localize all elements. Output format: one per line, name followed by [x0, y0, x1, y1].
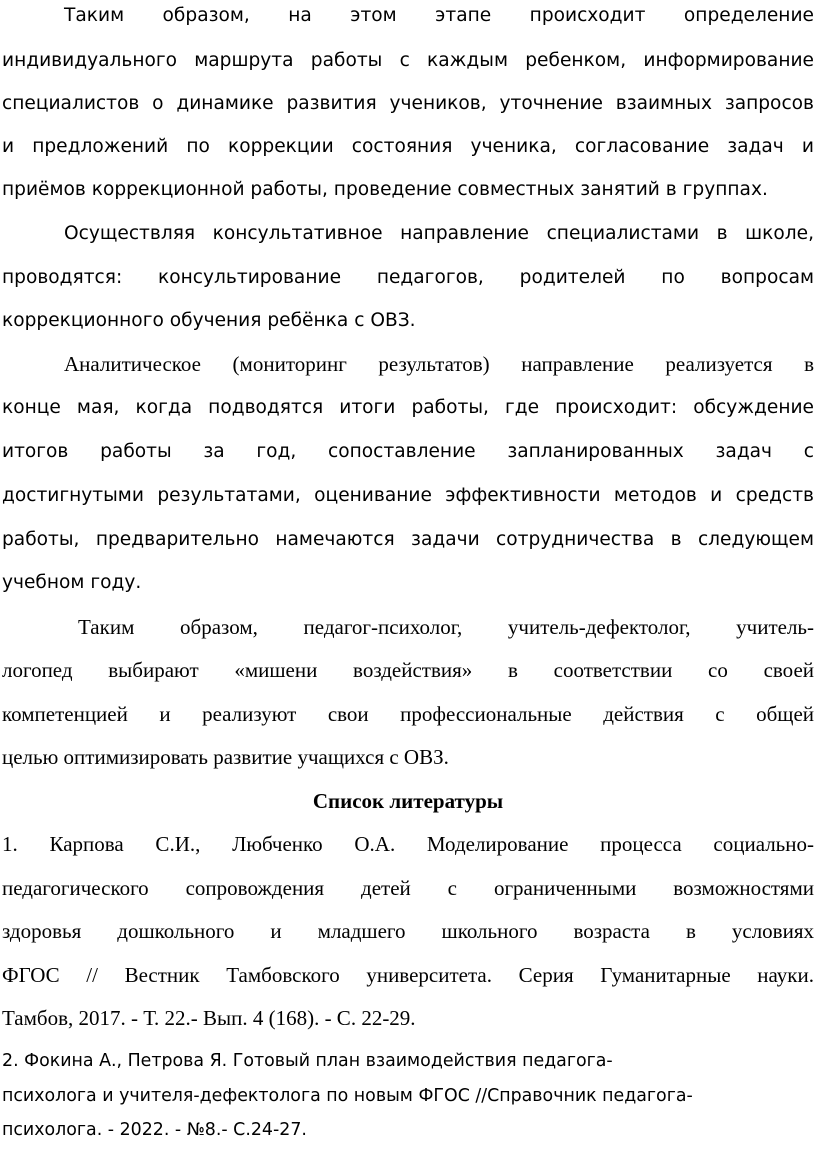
paragraph-3-line-2: конце мая, когда подводятся итоги работы, где происходит: обсуждение	[2, 397, 814, 418]
paragraph-4-line-2: логопед выбирают «мишени воздействия» в соответствии со своей	[2, 658, 814, 682]
bibliography-heading: Список литературы	[312, 789, 504, 813]
paragraph-3-line-6: учебном году.	[2, 572, 142, 593]
paragraph-1-line-2: индивидуального маршрута работы с каждым ребенком, информирование	[2, 50, 814, 71]
paragraph-3-line-5: работы, предварительно намечаются задачи сотрудничества в следующем	[2, 529, 814, 550]
paragraph-1-line-5: приёмов коррекционной работы, проведение совместных занятий в группах.	[2, 179, 768, 200]
paragraph-4-line-1: Таким образом, педагог-психолог, учитель-дефектолог, учитель-	[78, 615, 814, 639]
reference-1-line-2: педагогического сопровождения детей с ограниченными возможностями	[2, 876, 814, 900]
reference-1-line-3: здоровья дошкольного и младшего школьного возраста в условиях	[2, 919, 814, 943]
paragraph-3-line-4: достигнутыми результатами, оценивание эффективности методов и средств	[2, 485, 814, 506]
paragraph-1-line-1: Таким образом, на этом этапе происходит определение	[64, 5, 814, 26]
reference-1-line-5: Тамбов, 2017. - Т. 22.- Вып. 4 (168). - С. 22-29.	[2, 1006, 416, 1030]
reference-2-line-2: психолога и учителя-дефектолога по новым ФГОС //Справочник педагога-	[2, 1086, 693, 1106]
paragraph-1-line-4: и предложений по коррекции состояния ученика, согласование задач и	[2, 136, 814, 157]
paragraph-1-line-3: специалистов о динамике развития учеников, уточнение взаимных запросов	[2, 93, 814, 114]
reference-2-line-3: психолога. - 2022. - №8.- С.24-27.	[2, 1120, 307, 1140]
reference-1-line-1: 1. Карпова С.И., Любченко О.А. Моделирование процесса социально-	[2, 832, 814, 856]
paragraph-2-line-1: Осуществляя консультативное направление специалистами в школе,	[64, 223, 814, 244]
paragraph-3-line-3: итогов работы за год, сопоставление запланированных задач с	[2, 441, 814, 462]
reference-1-line-4: ФГОС // Вестник Тамбовского университета. Серия Гуманитарные науки.	[2, 963, 814, 987]
paragraph-2-line-2: проводятся: консультирование педагогов, родителей по вопросам	[2, 267, 814, 288]
paragraph-4-line-3: компетенцией и реализуют свои профессиональные действия с общей	[2, 702, 814, 726]
paragraph-4-line-4: целью оптимизировать развитие учащихся с ОВЗ.	[2, 745, 449, 769]
paragraph-2-line-3: коррекционного обучения ребёнка с ОВЗ.	[2, 310, 416, 331]
reference-2-line-1: 2. Фокина А., Петрова Я. Готовый план взаимодействия педагога-	[2, 1051, 613, 1071]
paragraph-3-line-1: Аналитическое (мониторинг результатов) направление реализуется в	[64, 352, 814, 376]
